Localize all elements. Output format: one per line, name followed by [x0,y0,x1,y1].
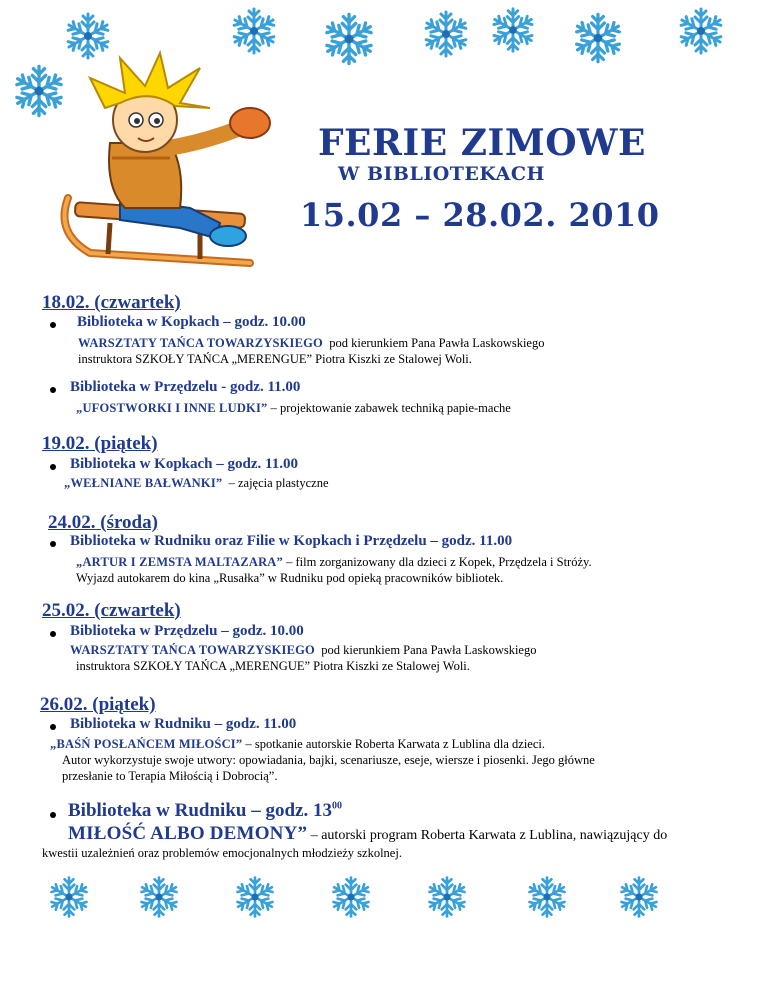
event-description: – film zorganizowany dla dzieci z Kopek, Przędzela i Stróży. [286,555,592,569]
snowflake-icon [328,874,374,920]
event-detail: Autor wykorzystuje swoje utwory: opowiadania, bajki, scenariusze, eseje, wiersze i piosenki. Jego główne [62,753,595,767]
snowflake-icon [570,10,626,66]
snowflake-icon [675,5,727,57]
event-line [76,555,592,570]
event-line [68,823,667,845]
event-title: „UFOSTWORKI I INNE LUDKI” [76,401,268,415]
event-line [78,336,544,351]
event-title: WARSZTATY TAŃCA TOWARZYSKIEGO [70,643,315,657]
snowflake-icon [136,874,182,920]
event-description: – spotkanie autorskie Roberta Karwata z Lublina dla dzieci. [245,737,545,751]
event-title: MIŁOŚĆ ALBO DEMONY” [68,823,308,844]
event-title: WARSZTATY TAŃCA TOWARZYSKIEGO [78,336,323,350]
day-heading: 24.02. (środa) [48,512,158,533]
snowflake-icon [420,8,472,60]
event-line [70,643,536,658]
venue: Biblioteka w Kopkach – godz. 11.00 [70,456,298,472]
event-title: „BAŚŃ POSŁAŃCEM MIŁOŚCI” [50,737,243,751]
venue: Biblioteka w Rudniku – godz. 11.00 [70,716,297,732]
event-line [50,737,545,752]
event-title: „ARTUR I ZEMSTA MALTAZARA” [76,555,283,569]
event-detail: kwestii uzależnień oraz problemów emocjonalnych młodzieży szkolnej. [42,846,402,860]
snowflake-icon [320,10,378,68]
event-detail: instruktora SZKOŁY TAŃCA „MERENGUE” Piotra Kiszki ze Stalowej Woli. [78,352,472,366]
snowflake-icon [232,874,278,920]
venue: Biblioteka w Rudniku oraz Filie w Kopkach i Przędzelu – godz. 11.00 [70,533,513,549]
child-on-sled-illustration [50,48,290,278]
event-description: pod kierunkiem Pana Pawła Laskowskiego [329,336,545,350]
venue [68,800,342,822]
bullet [50,322,56,328]
day-heading: 25.02. (czwartek) [42,600,181,621]
bullet [50,387,56,393]
venue-time-minutes: 00 [331,800,342,812]
snowflake-icon [424,874,470,920]
page-subtitle: W BIBLIOTEKACH [338,163,545,185]
bullet [50,724,56,730]
event-description: pod kierunkiem Pana Pawła Laskowskiego [321,643,537,657]
snowflake-icon [488,5,538,55]
day-heading: 19.02. (piątek) [42,433,158,454]
event-detail: przesłanie to Terapia Miłością i Dobrocią”. [62,769,278,783]
venue: Biblioteka w Kopkach – godz. 10.00 [77,314,306,330]
venue: Biblioteka w Przędzelu – godz. 10.00 [70,623,304,639]
bullet [50,541,56,547]
event-detail: instruktora SZKOŁY TAŃCA „MERENGUE” Piotra Kiszki ze Stalowej Woli. [76,659,470,673]
snowflake-icon [524,874,570,920]
day-heading: 26.02. (piątek) [40,694,156,715]
event-detail: Wyjazd autokarem do kina „Rusałka” w Rudniku pod opieką pracowników bibliotek. [76,571,504,585]
bullet [50,631,56,637]
event-line [76,401,511,416]
venue: Biblioteka w Przędzelu - godz. 11.00 [70,379,301,395]
event-description: – autorski program Roberta Karwata z Lublina, nawiązujący do [310,828,668,843]
page-title: FERIE ZIMOWE [318,122,646,164]
snowflake-icon [46,874,92,920]
event-title: „WEŁNIANE BAŁWANKI” [64,476,223,490]
venue-text: Biblioteka w Rudniku – godz. 13 [68,800,332,821]
event-description: – projektowanie zabawek techniką papie-mache [270,401,511,415]
day-heading: 18.02. (czwartek) [42,292,181,313]
event-line [64,476,329,491]
snowflake-icon [616,874,662,920]
bullet [50,464,56,470]
bullet [50,812,56,818]
date-range: 15.02 – 28.02. 2010 [300,196,660,234]
event-description: – zajęcia plastyczne [228,476,329,490]
